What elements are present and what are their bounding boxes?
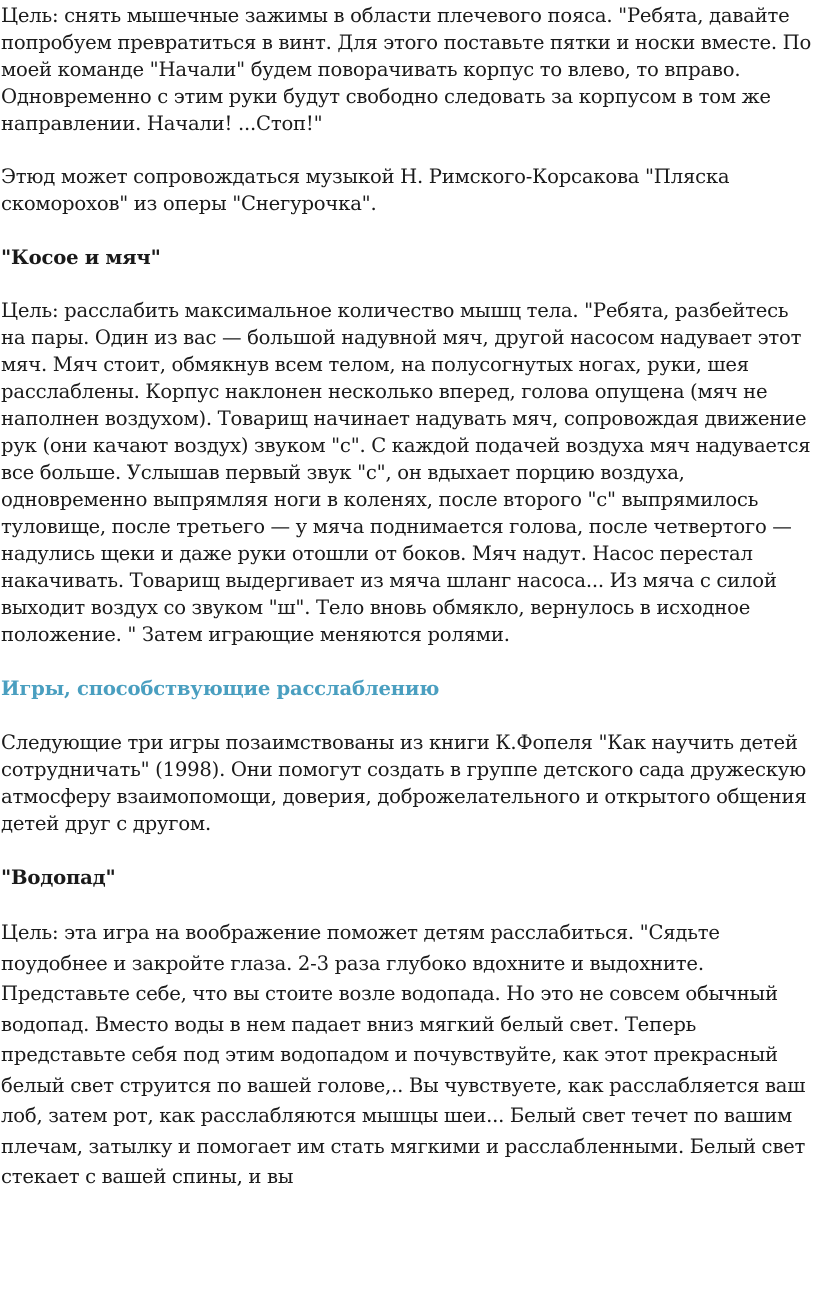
paragraph-waterfall: Цель: эта игра на воображение поможет детям расслабиться. "Сядьте поудобнее и закройте глаза. 2-3 раза глубоко вдохните и выдохните. Представьте себе, что вы стоите возле водопада. Но это не совсем обычный водопад. Вместо воды в нем падает вниз мягкий белый свет. Теперь представьте себя под этим водопадом и почувствуйте, как этот прекрасный белый свет струится по вашей голове,.. Вы чувствуете, как расслабляется ваш лоб, затем рот, как расслабляются мышцы шеи... Белый свет течет по вашим плечам, затылку и помогает им стать мягкими и расслабленными. Белый свет стекает с вашей спины, и вы: [1, 921, 806, 1188]
heading-ball: "Косое и мяч": [1, 246, 161, 269]
paragraph-ball: Цель: расслабить максимальное количество мышц тела. "Ребята, разбейтесь на пары. Один из вас — большой надувной мяч, другой насосом надувает этот мяч. Мяч стоит, обмякнув всем телом, на полусогнутых ногах, руки, шея расслаблены. Корпус наклонен несколько вперед, голова опущена (мяч не наполнен воздухом). Товарищ начинает надувать мяч, сопровождая движение рук (они качают воздух) звуком "с". С каждой подачей воздуха мяч надувается все больше. Услышав первый звук "с", он вдыхает порцию воздуха, одновременно выпрямляя ноги в коленях, после второго "с" выпрямилось туловище, после третьего — у мяча поднимается голова, после четвертого — надулись щеки и даже руки отошли от боков. Мяч надут. Насос перестал накачивать. Товарищ выдергивает из мяча шланг насоса... Из мяча с силой выходит воздух со звуком "ш". Тело вновь обмякло, вернулось в исходное положение. " Затем играющие меняются ролями.: [1, 299, 811, 646]
heading-waterfall: "Водопад": [1, 866, 116, 889]
paragraph-intro: Цель: снять мышечные зажимы в области плечевого пояса. "Ребята, давайте попробуем превратиться в винт. Для этого поставьте пятки и носки вместе. По моей команде "Начали" будем поворачивать корпус то влево, то вправо. Одновременно с этим руки будут свободно следовать за корпусом в том же направлении. Начали! ...Стоп!": [1, 4, 812, 135]
paragraph-fopel: Следующие три игры позаимствованы из книги К.Фопеля "Как научить детей сотрудничать" (1998). Они помогут создать в группе детского сада дружескую атмосферу взаимопомощи, доверия, доброжелательного и открытого общения детей друг с другом.: [1, 731, 807, 835]
section-heading: Игры, способствующие расслаблению: [1, 677, 440, 700]
paragraph-music: Этюд может сопровождаться музыкой Н. Римского-Корсакова "Пляска скоморохов" из оперы "Снегурочка".: [1, 165, 730, 215]
